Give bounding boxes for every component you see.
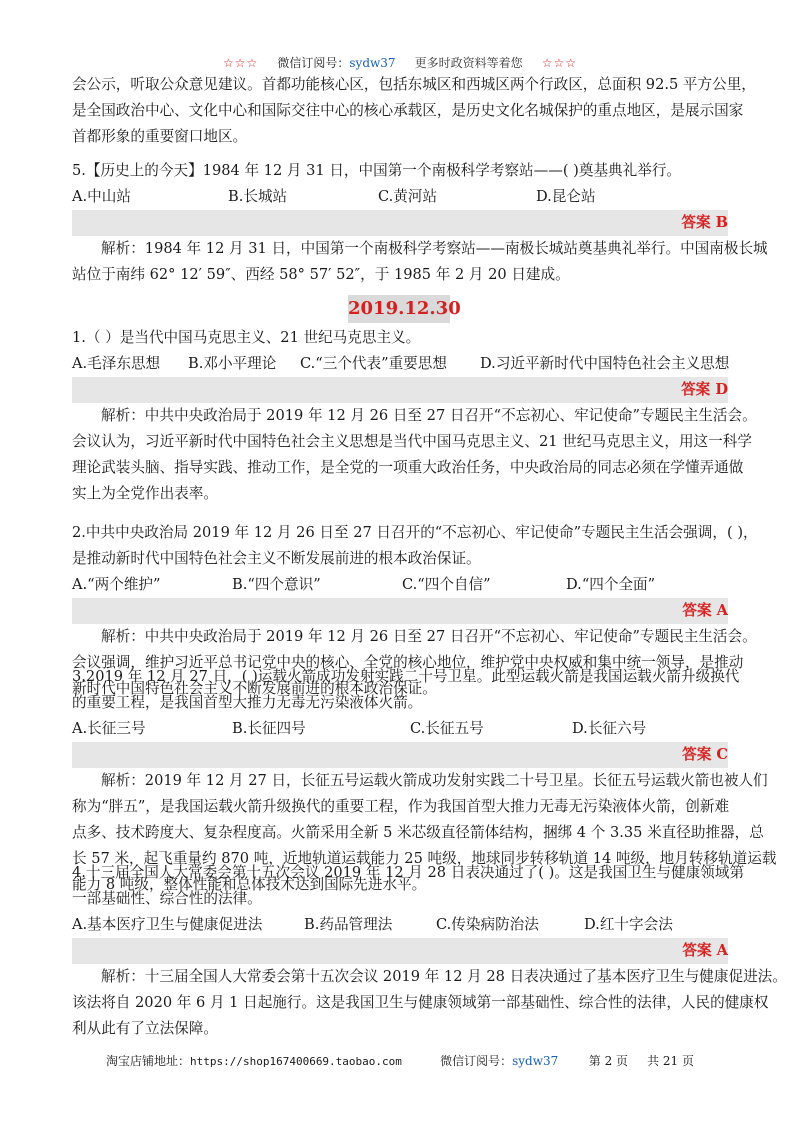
answer-bar — [72, 210, 728, 236]
question-text: 5.【历史上的今天】1984 年 12 月 31 日，中国第一个南极科学考察站——( )奠基典礼举行。 — [72, 162, 682, 179]
question-text: 一部基础性、综合性的法律。 — [72, 890, 262, 907]
option-c: C.黄河站 — [378, 188, 438, 205]
option-d: D.昆仑站 — [536, 188, 596, 205]
question-1 — [72, 325, 757, 507]
analysis-line: 能力 8 吨级，整体性能和总体技术达到国际先进水平。 — [72, 876, 427, 893]
star-icon: ☆☆☆ — [541, 56, 577, 70]
option-d: D.“四个全面” — [566, 576, 656, 593]
analysis-line: 会议强调，维护习近平总书记党中央的核心、全党的核心地位，维护党中央权威和集中统一领导，是推动 — [72, 654, 744, 671]
analysis-line: 解析：2019 年 12 月 27 日，长征五号运载火箭成功发射实践二十号卫星。长征五号运载火箭也被人们 — [101, 772, 768, 789]
answer-bar — [72, 377, 728, 403]
analysis-line: 该法将自 2020 年 6 月 1 日起施行。这是我国卫生与健康领域第一部基础性、综合性的法律，人民的健康权 — [72, 994, 769, 1011]
option-a: A.毛泽东思想 — [72, 355, 161, 372]
option-a: A.中山站 — [72, 188, 131, 205]
analysis-line: 长 57 米，起飞重量约 870 吨，近地轨道运载能力 25 吨级，地球同步转移轨道 14 吨级，地月转移轨道运载 — [72, 850, 777, 867]
answer-label: 答案 D — [681, 381, 728, 398]
option-b: B.“四个意识” — [232, 576, 321, 593]
answer-label: 答案 A — [682, 942, 728, 959]
option-c: C.长征五号 — [410, 720, 484, 737]
analysis-line: 解析：十三届全国人大常委会第十五次会议 2019 年 12 月 28 日表决通过了基本医疗卫生与健康促进法。 — [101, 968, 787, 985]
option-a: A.“两个维护” — [72, 576, 161, 593]
options-row — [72, 716, 728, 742]
analysis-line: 实上为全党作出表率。 — [72, 485, 218, 502]
option-d: D.习近平新时代中国特色社会主义思想 — [480, 355, 730, 372]
options-row — [72, 572, 728, 598]
paragraph-line: 首都形象的重要窗口地区。 — [72, 128, 248, 145]
footer-wechat-account: sydw37 — [512, 1054, 559, 1068]
option-b: B.长城站 — [228, 188, 288, 205]
options-row — [72, 351, 728, 377]
paragraph-line: 会公示，听取公众意见建议。首都功能核心区，包括东城区和西城区两个行政区，总面积 92.5 平方公里， — [72, 76, 756, 93]
options-row — [72, 184, 728, 210]
header-wechat-label: 微信订阅号： — [277, 56, 350, 70]
question-text: 4.十三届全国人大常委会第十五次会议 2019 年 12 月 28 日表决通过了( )。这是我国卫生与健康领域第 — [72, 864, 745, 881]
analysis-line: 理论武装头脑、指导实践、推动工作，是全党的一项重大政治任务，中央政治局的同志必须在学懂弄通做 — [72, 459, 744, 476]
option-b: B.药品管理法 — [304, 916, 393, 933]
question-text: 2.中共中央政治局 2019 年 12 月 26 日至 27 日召开的“不忘初心、牢记使命”专题民主生活会强调，( )， — [72, 524, 758, 541]
question-4 — [72, 860, 787, 1042]
header-slogan: 更多时政资料等着您 — [414, 56, 523, 70]
section-date-title: 2019.12.30 — [348, 295, 450, 323]
analysis-line: 会议认为，习近平新时代中国特色社会主义思想是当代中国马克思主义、21 世纪马克思主义，用这一科学 — [72, 433, 752, 450]
page-header — [0, 54, 800, 71]
answer-bar — [72, 742, 728, 768]
analysis-line: 称为“胖五”，是我国运载火箭升级换代的重要工程，作为我国首型大推力无毒无污染液体火箭，创新难 — [72, 798, 730, 815]
option-c: C.传染病防治法 — [436, 916, 539, 933]
analysis-line: 利从此有了立法保障。 — [72, 1020, 218, 1037]
header-wechat-account: sydw37 — [349, 56, 396, 70]
intro-paragraph — [72, 72, 756, 150]
analysis-line: 站位于南纬 62° 12′ 59″、西经 58° 57′ 52″，于 1985 年 2 月 20 日建成。 — [72, 266, 570, 283]
question-5 — [72, 158, 768, 288]
option-a: A.基本医疗卫生与健康促进法 — [72, 916, 263, 933]
options-row — [72, 912, 728, 938]
answer-bar — [72, 938, 728, 964]
answer-label: 答案 C — [682, 746, 728, 763]
star-icon: ☆☆☆ — [223, 56, 259, 70]
footer-wechat-label: 微信订阅号： — [440, 1054, 513, 1068]
analysis-line: 解析：1984 年 12 月 31 日，中国第一个南极科学考察站——南极长城站奠基典礼举行。中国南极长城 — [101, 240, 768, 257]
analysis-line: 解析：中共中央政治局于 2019 年 12 月 26 日至 27 日召开“不忘初心、牢记使命”专题民主生活会。 — [101, 407, 757, 424]
answer-bar — [72, 598, 728, 624]
question-text: 的重要工程，是我国首型大推力无毒无污染液体火箭。 — [72, 694, 423, 711]
page-number: 第 2 页 — [588, 1054, 629, 1068]
question-text: 是推动新时代中国特色社会主义不断发展前进的根本政治保证。 — [72, 550, 481, 567]
option-c: C.“四个自信” — [402, 576, 491, 593]
option-b: B.长征四号 — [232, 720, 306, 737]
page-footer — [0, 1052, 800, 1069]
option-d: D.长征六号 — [572, 720, 647, 737]
option-c: C.“三个代表”重要思想 — [300, 355, 447, 372]
option-b: B.邓小平理论 — [188, 355, 277, 372]
option-d: D.红十字会法 — [584, 916, 673, 933]
analysis-line: 解析：中共中央政治局于 2019 年 12 月 26 日至 27 日召开“不忘初心、牢记使命”专题民主生活会。 — [101, 628, 757, 645]
shop-label: 淘宝店铺地址： — [105, 1054, 190, 1068]
analysis-line: 点多、技术跨度大、复杂程度高。火箭采用全新 5 米芯级直径箭体结构，捆绑 4 个 3.35 米直径助推器，总 — [72, 824, 764, 841]
paragraph-line: 是全国政治中心、文化中心和国际交往中心的核心承载区，是历史文化名城保护的重点地区，是展示国家 — [72, 102, 744, 119]
analysis-line: 新时代中国特色社会主义不断发展前进的根本政治保证。 — [72, 680, 437, 697]
answer-label: 答案 A — [682, 602, 728, 619]
shop-url-link[interactable]: https://shop167400669.taobao.com — [189, 1055, 402, 1068]
option-a: A.长征三号 — [72, 720, 146, 737]
question-text: 1.（ ）是当代中国马克思主义、21 世纪马克思主义。 — [72, 329, 421, 346]
question-text: 3.2019 年 12 月 27 日，( )运载火箭成功发射实践二十号卫星。此型运载火箭是我国运载火箭升级换代 — [72, 668, 740, 685]
answer-label: 答案 B — [681, 214, 728, 231]
page-total: 共 21 页 — [647, 1054, 695, 1068]
